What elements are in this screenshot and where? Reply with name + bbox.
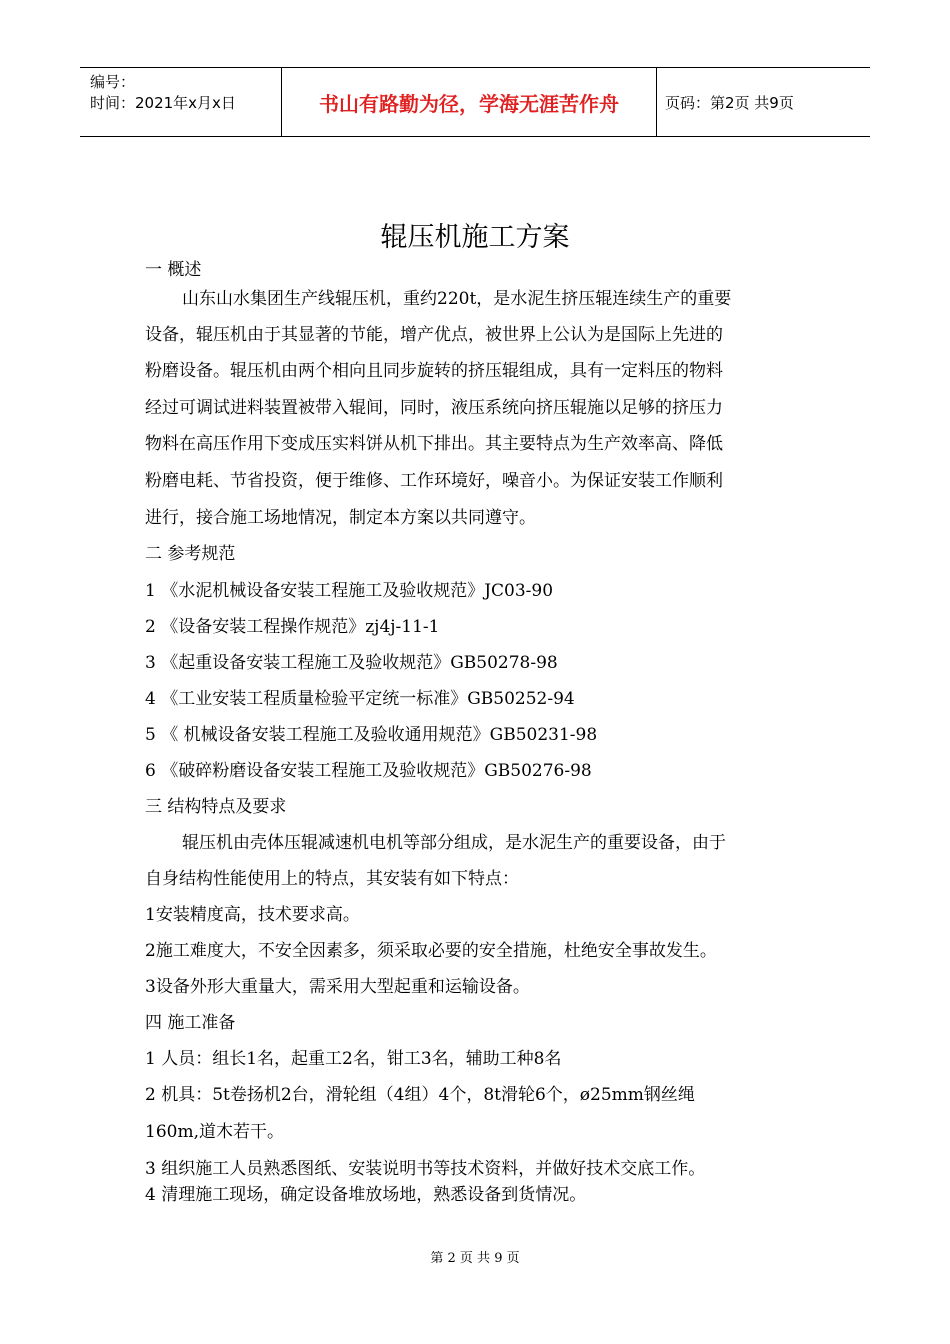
list-item: 1 《水泥机械设备安装工程施工及验收规范》JC03-90: [145, 581, 554, 601]
list-item: 1安装精度高，技术要求高。: [145, 905, 360, 925]
paragraph-line: 设备，辊压机由于其显著的节能，增产优点，被世界上公认为是国际上先进的: [145, 325, 723, 345]
header-meta: [80, 68, 281, 136]
paragraph-line: 经过可调试进料装置被带入辊间，同时，液压系统向挤压辊施以足够的挤压力: [145, 398, 723, 418]
section-heading-preparation: 四 施工准备: [145, 1013, 236, 1033]
header-motto: 书山有路勤为径，学海无涯苦作舟: [281, 68, 657, 136]
list-item: 2施工难度大，不安全因素多，须采取必要的安全措施，杜绝安全事故发生。: [145, 941, 717, 961]
section-heading-overview: 一 概述: [145, 260, 202, 280]
list-item: 1 人员：组长1名，起重工2名，钳工3名，辅助工种8名: [145, 1049, 562, 1069]
list-item: 3 组织施工人员熟悉图纸、安装说明书等技术资料，并做好技术交底工作。: [145, 1159, 706, 1179]
page-header: [80, 67, 870, 137]
document-date: 时间：2021年x月x日: [90, 94, 236, 112]
paragraph-line: 山东山水集团生产线辊压机，重约220t，是水泥生挤压辊连续生产的重要: [182, 289, 732, 309]
list-item: 6 《破碎粉磨设备安装工程施工及验收规范》GB50276-98: [145, 761, 592, 781]
list-item: 4 《工业安装工程质量检验平定统一标准》GB50252-94: [145, 689, 575, 709]
page-footer: 第 2 页 共 9 页: [430, 1251, 520, 1266]
paragraph-line: 辊压机由壳体压辊减速机电机等部分组成，是水泥生产的重要设备，由于: [182, 833, 726, 853]
list-item: 2 《设备安装工程操作规范》zj4j-11-1: [145, 617, 440, 637]
list-item: 5 《 机械设备安装工程施工及验收通用规范》GB50231-98: [145, 725, 598, 745]
paragraph-line: 进行，接合施工场地情况，制定本方案以共同遵守。: [145, 508, 536, 528]
paragraph-line: 粉磨电耗、节省投资，便于维修、工作环境好，噪音小。为保证安装工作顺利: [145, 471, 723, 491]
list-item: 2 机具：5t卷扬机2台，滑轮组（4组）4个，8t滑轮6个，ø25mm钢丝绳: [145, 1085, 695, 1105]
paragraph-line: 物料在高压作用下变成压实料饼从机下排出。其主要特点为生产效率高、降低: [145, 434, 723, 454]
list-item: 3设备外形大重量大，需采用大型起重和运输设备。: [145, 977, 530, 997]
list-item-continuation: 160m,道木若干。: [145, 1122, 284, 1142]
header-page-info: 页码：第2页 共9页: [665, 93, 794, 112]
section-heading-structure: 三 结构特点及要求: [145, 797, 287, 817]
list-item: 4 清理施工现场，确定设备堆放场地，熟悉设备到货情况。: [145, 1185, 587, 1205]
document-title: 辊压机施工方案: [380, 222, 570, 253]
document-number-label: 编号：: [90, 73, 136, 91]
section-heading-references: 二 参考规范: [145, 544, 236, 564]
list-item: 3 《起重设备安装工程施工及验收规范》GB50278-98: [145, 653, 558, 673]
paragraph-line: 自身结构性能使用上的特点，其安装有如下特点：: [145, 869, 519, 889]
paragraph-line: 粉磨设备。辊压机由两个相向且同步旋转的挤压辊组成，具有一定料压的物料: [145, 361, 723, 381]
